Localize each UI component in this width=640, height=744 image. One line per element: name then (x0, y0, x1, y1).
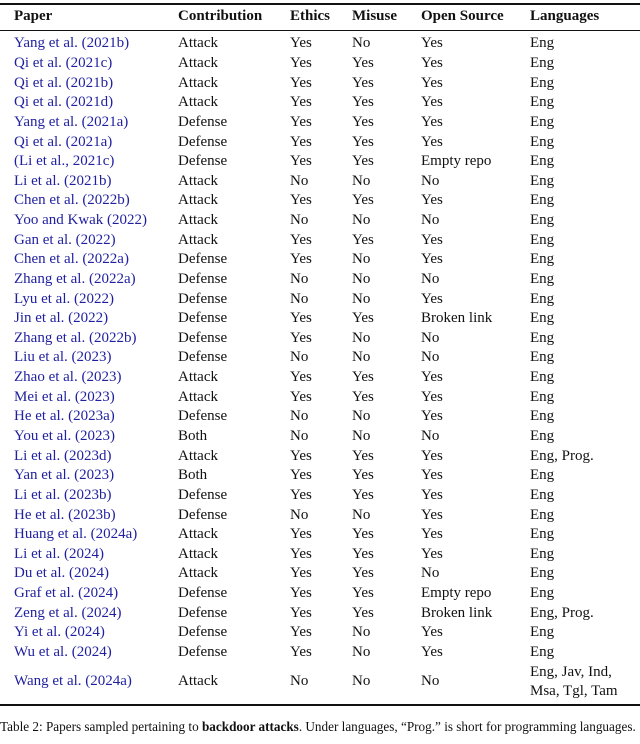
cell-open-source: Broken link (421, 310, 493, 327)
cell-contribution: Attack (178, 35, 218, 52)
table-row (0, 466, 640, 486)
citation-link[interactable]: Li et al. (2023d) (14, 447, 112, 464)
cell-ethics: Yes (290, 251, 312, 268)
table-row (0, 623, 640, 643)
cell-misuse: No (352, 35, 371, 52)
table-caption (0, 718, 640, 735)
cell-misuse: No (352, 212, 371, 229)
cell-contribution: Defense (178, 506, 228, 523)
cell-misuse: Yes (352, 545, 374, 562)
cell-contribution: Defense (178, 133, 228, 150)
citation-link[interactable]: You et al. (2023) (14, 428, 115, 444)
cell-languages: Eng (530, 545, 555, 562)
cell-open-source: Yes (421, 133, 443, 150)
cell-languages: Eng (530, 212, 555, 229)
cell-ethics: No (290, 673, 309, 690)
cell-misuse: Yes (352, 153, 374, 170)
cell-ethics: Yes (290, 486, 312, 503)
header-paper: Paper (14, 8, 53, 24)
cell-ethics: Yes (290, 545, 312, 562)
cell-ethics: No (290, 349, 309, 366)
cell-contribution: Attack (178, 192, 218, 209)
citation-link[interactable]: Qi et al. (2021d) (14, 94, 114, 111)
cell-languages: Eng (530, 251, 555, 268)
cell-languages: Eng (530, 74, 555, 91)
citation-link[interactable]: Graf et al. (2024) (14, 585, 119, 602)
cell-languages: Eng (530, 55, 555, 72)
cell-misuse: No (352, 506, 371, 523)
cell-languages: Eng, Prog. (530, 604, 594, 621)
cell-misuse: Yes (352, 585, 374, 602)
cell-ethics: No (290, 408, 309, 425)
cell-contribution: Attack (178, 565, 218, 582)
cell-misuse: Yes (352, 526, 374, 543)
cell-contribution: Defense (178, 251, 228, 268)
cell-open-source: No (421, 172, 440, 189)
citation-link[interactable]: He et al. (2023b) (14, 506, 116, 523)
cell-open-source: Yes (421, 231, 443, 248)
cell-misuse: No (352, 329, 371, 346)
table-row (0, 368, 640, 388)
cell-misuse: Yes (352, 231, 374, 248)
table-row (0, 447, 640, 467)
cell-misuse: Yes (352, 133, 374, 150)
cell-contribution: Attack (178, 526, 218, 543)
table-header (0, 7, 640, 27)
cell-languages: Eng (530, 172, 555, 189)
cell-languages: Eng (530, 467, 555, 484)
cell-ethics: Yes (290, 388, 312, 405)
cell-misuse: Yes (352, 369, 374, 386)
citation-link[interactable]: (Li et al., 2021c) (14, 153, 115, 170)
cell-misuse: Yes (352, 565, 374, 582)
cell-open-source: No (421, 673, 440, 690)
cell-open-source: No (421, 270, 440, 287)
cell-ethics: Yes (290, 113, 312, 130)
citation-link[interactable]: Yang et al. (2021b) (14, 35, 130, 52)
cell-languages: Eng (530, 486, 555, 503)
cell-contribution: Defense (178, 153, 228, 170)
table-row (0, 93, 640, 113)
cell-open-source: Yes (421, 506, 443, 523)
cell-misuse: No (352, 673, 371, 690)
cell-contribution: Attack (178, 74, 218, 91)
citation-link[interactable]: Qi et al. (2021a) (14, 133, 113, 150)
cell-contribution: Attack (178, 447, 218, 464)
citation-link[interactable]: He et al. (2023a) (14, 408, 115, 425)
citation-link[interactable]: Li et al. (2024) (14, 545, 104, 562)
cell-contribution: Attack (178, 212, 218, 229)
table-row (0, 211, 640, 231)
cell-contribution: Both (178, 428, 208, 444)
header-contribution: Contribution (178, 8, 263, 24)
cell-contribution: Attack (178, 172, 218, 189)
cell-open-source: Yes (421, 486, 443, 503)
cell-open-source: Broken link (421, 604, 493, 621)
cell-misuse: No (352, 270, 371, 287)
table-row (0, 427, 640, 447)
cell-languages: Eng (530, 585, 555, 602)
cell-contribution: Attack (178, 55, 218, 72)
citation-link[interactable]: Li et al. (2023b) (14, 486, 112, 503)
cell-ethics: Yes (290, 643, 312, 660)
cell-misuse: Yes (352, 388, 374, 405)
cell-contribution: Defense (178, 270, 228, 287)
citation-link[interactable]: Yan et al. (2023) (14, 467, 115, 484)
citation-link[interactable]: Gan et al. (2022) (14, 231, 116, 248)
cell-open-source: Yes (421, 624, 443, 641)
cell-misuse: Yes (352, 55, 374, 72)
cell-open-source: Yes (421, 74, 443, 91)
table-row (0, 407, 640, 427)
cell-open-source: Yes (421, 369, 443, 386)
cell-misuse: Yes (352, 604, 374, 621)
cell-ethics: Yes (290, 231, 312, 248)
table-row (0, 290, 640, 310)
cell-contribution: Defense (178, 643, 228, 660)
table-row (0, 250, 640, 270)
cell-languages: Eng (530, 388, 555, 405)
cell-languages: Eng (530, 506, 555, 523)
cell-open-source: Yes (421, 113, 443, 130)
table-row (0, 584, 640, 604)
cell-contribution: Defense (178, 349, 228, 366)
table-row (0, 643, 640, 663)
cell-open-source: Yes (421, 55, 443, 72)
cell-misuse: Yes (352, 447, 374, 464)
table-row (0, 113, 640, 133)
table-row (0, 348, 640, 368)
cell-languages: Eng (530, 408, 555, 425)
cell-open-source: Yes (421, 94, 443, 111)
citation-link[interactable]: Li et al. (2021b) (14, 172, 112, 189)
table-row (0, 309, 640, 329)
citation-link[interactable]: Lyu et al. (2022) (14, 290, 114, 307)
cell-ethics: Yes (290, 604, 312, 621)
cell-contribution: Attack (178, 545, 218, 562)
citation-link[interactable]: Qi et al. (2021c) (14, 55, 113, 72)
cell-languages: Eng, Jav, Ind, Msa, Tgl, Tam (530, 663, 618, 700)
cell-misuse: No (352, 408, 371, 425)
cell-open-source: No (421, 329, 440, 346)
cell-contribution: Attack (178, 673, 218, 690)
cell-misuse: No (352, 643, 371, 660)
table-row (0, 74, 640, 94)
cell-open-source: Yes (421, 447, 443, 464)
cell-misuse: Yes (352, 310, 374, 327)
table-row (0, 663, 640, 702)
caption-prefix: Table 2: Papers sampled pertaining to (0, 719, 202, 734)
table-row (0, 525, 640, 545)
cell-ethics: Yes (290, 94, 312, 111)
cell-open-source: Yes (421, 408, 443, 425)
cell-languages: Eng (530, 94, 555, 111)
cell-ethics: Yes (290, 55, 312, 72)
cell-open-source: No (421, 349, 440, 366)
cell-ethics: Yes (290, 192, 312, 209)
cell-contribution: Defense (178, 624, 228, 641)
cell-ethics: Yes (290, 565, 312, 582)
cell-misuse: Yes (352, 113, 374, 130)
cell-misuse: No (352, 624, 371, 641)
cell-languages: Eng (530, 153, 555, 170)
table-row (0, 486, 640, 506)
cell-open-source: Yes (421, 545, 443, 562)
cell-languages: Eng (530, 270, 555, 287)
header-ethics: Ethics (290, 8, 331, 24)
citation-link[interactable]: Chen et al. (2022b) (14, 192, 130, 209)
cell-misuse: Yes (352, 467, 374, 484)
cell-languages: Eng (530, 192, 555, 209)
cell-languages: Eng (530, 624, 555, 641)
table-row (0, 506, 640, 526)
caption-suffix: . Under languages, “Prog.” is short for programming languages. (298, 719, 636, 734)
cell-misuse: No (352, 290, 371, 307)
table-row (0, 270, 640, 290)
cell-ethics: Yes (290, 585, 312, 602)
table-row (0, 34, 640, 54)
cell-languages: Eng (530, 526, 555, 543)
cell-ethics: No (290, 172, 309, 189)
cell-languages: Eng (530, 133, 555, 150)
cell-languages: Eng (530, 231, 555, 248)
cell-languages: Eng (530, 643, 555, 660)
cell-open-source: Yes (421, 526, 443, 543)
cell-ethics: No (290, 270, 309, 287)
table-row (0, 604, 640, 624)
cell-ethics: Yes (290, 153, 312, 170)
citation-link[interactable]: Wu et al. (2024) (14, 643, 112, 660)
cell-languages: Eng (530, 369, 555, 386)
cell-languages: Eng (530, 428, 555, 444)
cell-open-source: Empty repo (421, 585, 492, 602)
citation-link[interactable]: Huang et al. (2024a) (14, 526, 138, 543)
cell-open-source: No (421, 565, 440, 582)
cell-misuse: No (352, 251, 371, 268)
citation-link[interactable]: Chen et al. (2022a) (14, 251, 129, 268)
cell-contribution: Defense (178, 329, 228, 346)
table-row (0, 329, 640, 349)
table-row (0, 231, 640, 251)
cell-contribution: Defense (178, 113, 228, 130)
cell-misuse: Yes (352, 486, 374, 503)
cell-contribution: Defense (178, 408, 228, 425)
citation-link[interactable]: Jin et al. (2022) (14, 310, 109, 327)
cell-ethics: Yes (290, 624, 312, 641)
cell-ethics: Yes (290, 369, 312, 386)
table-row (0, 545, 640, 565)
cell-contribution: Defense (178, 486, 228, 503)
table-row (0, 133, 640, 153)
cell-languages: Eng (530, 349, 555, 366)
cell-contribution: Defense (178, 290, 228, 307)
cell-misuse: Yes (352, 192, 374, 209)
header-misuse: Misuse (352, 8, 397, 24)
citation-link[interactable]: Du et al. (2024) (14, 565, 109, 582)
cell-ethics: Yes (290, 74, 312, 91)
cell-contribution: Defense (178, 310, 228, 327)
citation-link[interactable]: Zhang et al. (2022b) (14, 329, 137, 346)
caption-bold: backdoor attacks (201, 719, 299, 734)
cell-ethics: Yes (290, 329, 312, 346)
citation-link[interactable]: Wang et al. (2024a) (14, 673, 132, 690)
table-row (0, 564, 640, 584)
cell-open-source: Yes (421, 251, 443, 268)
cell-contribution: Attack (178, 388, 218, 405)
cell-open-source: Yes (421, 643, 443, 660)
cell-open-source: Yes (421, 192, 443, 209)
bottom-rule (0, 704, 640, 706)
cell-ethics: Yes (290, 447, 312, 464)
cell-open-source: Yes (421, 467, 443, 484)
cell-ethics: Yes (290, 310, 312, 327)
citation-link[interactable]: Liu et al. (2023) (14, 349, 112, 366)
cell-open-source: Yes (421, 35, 443, 52)
table-row (0, 172, 640, 192)
citation-link[interactable]: Yang et al. (2021a) (14, 113, 129, 130)
cell-languages: Eng (530, 290, 555, 307)
table-row (0, 54, 640, 74)
cell-open-source: Yes (421, 388, 443, 405)
cell-ethics: Yes (290, 133, 312, 150)
cell-contribution: Both (178, 467, 208, 484)
cell-misuse: No (352, 349, 371, 366)
header-languages: Languages (530, 8, 600, 24)
top-rule (0, 3, 640, 5)
cell-ethics: No (290, 506, 309, 523)
cell-languages: Eng (530, 565, 555, 582)
cell-contribution: Attack (178, 369, 218, 386)
citation-link[interactable]: Mei et al. (2023) (14, 388, 115, 405)
cell-contribution: Defense (178, 604, 228, 621)
cell-misuse: Yes (352, 74, 374, 91)
citation-link[interactable]: Yoo and Kwak (2022) (14, 212, 148, 229)
header-rule (0, 30, 640, 31)
table-row (0, 152, 640, 172)
cell-contribution: Attack (178, 231, 218, 248)
table-row (0, 388, 640, 408)
cell-misuse: Yes (352, 94, 374, 111)
cell-contribution: Attack (178, 94, 218, 111)
citation-link[interactable]: Qi et al. (2021b) (14, 74, 114, 91)
cell-languages: Eng (530, 329, 555, 346)
citation-link[interactable]: Zhang et al. (2022a) (14, 270, 136, 287)
cell-ethics: No (290, 212, 309, 229)
cell-languages: Eng (530, 310, 555, 327)
cell-languages: Eng (530, 35, 555, 52)
cell-ethics: Yes (290, 526, 312, 543)
citation-link[interactable]: Zeng et al. (2024) (14, 604, 122, 621)
header-open-source: Open Source (421, 8, 504, 24)
cell-open-source: Yes (421, 290, 443, 307)
citation-link[interactable]: Zhao et al. (2023) (14, 369, 122, 386)
table-row (0, 191, 640, 211)
cell-ethics: Yes (290, 35, 312, 52)
cell-open-source: No (421, 428, 440, 444)
cell-open-source: No (421, 212, 440, 229)
cell-ethics: No (290, 428, 309, 444)
cell-ethics: No (290, 290, 309, 307)
cell-languages: Eng (530, 113, 555, 130)
cell-misuse: No (352, 428, 371, 444)
cell-ethics: Yes (290, 467, 312, 484)
cell-languages: Eng, Prog. (530, 447, 594, 464)
cell-misuse: No (352, 172, 371, 189)
cell-open-source: Empty repo (421, 153, 492, 170)
cell-contribution: Defense (178, 585, 228, 602)
citation-link[interactable]: Yi et al. (2024) (14, 624, 105, 641)
